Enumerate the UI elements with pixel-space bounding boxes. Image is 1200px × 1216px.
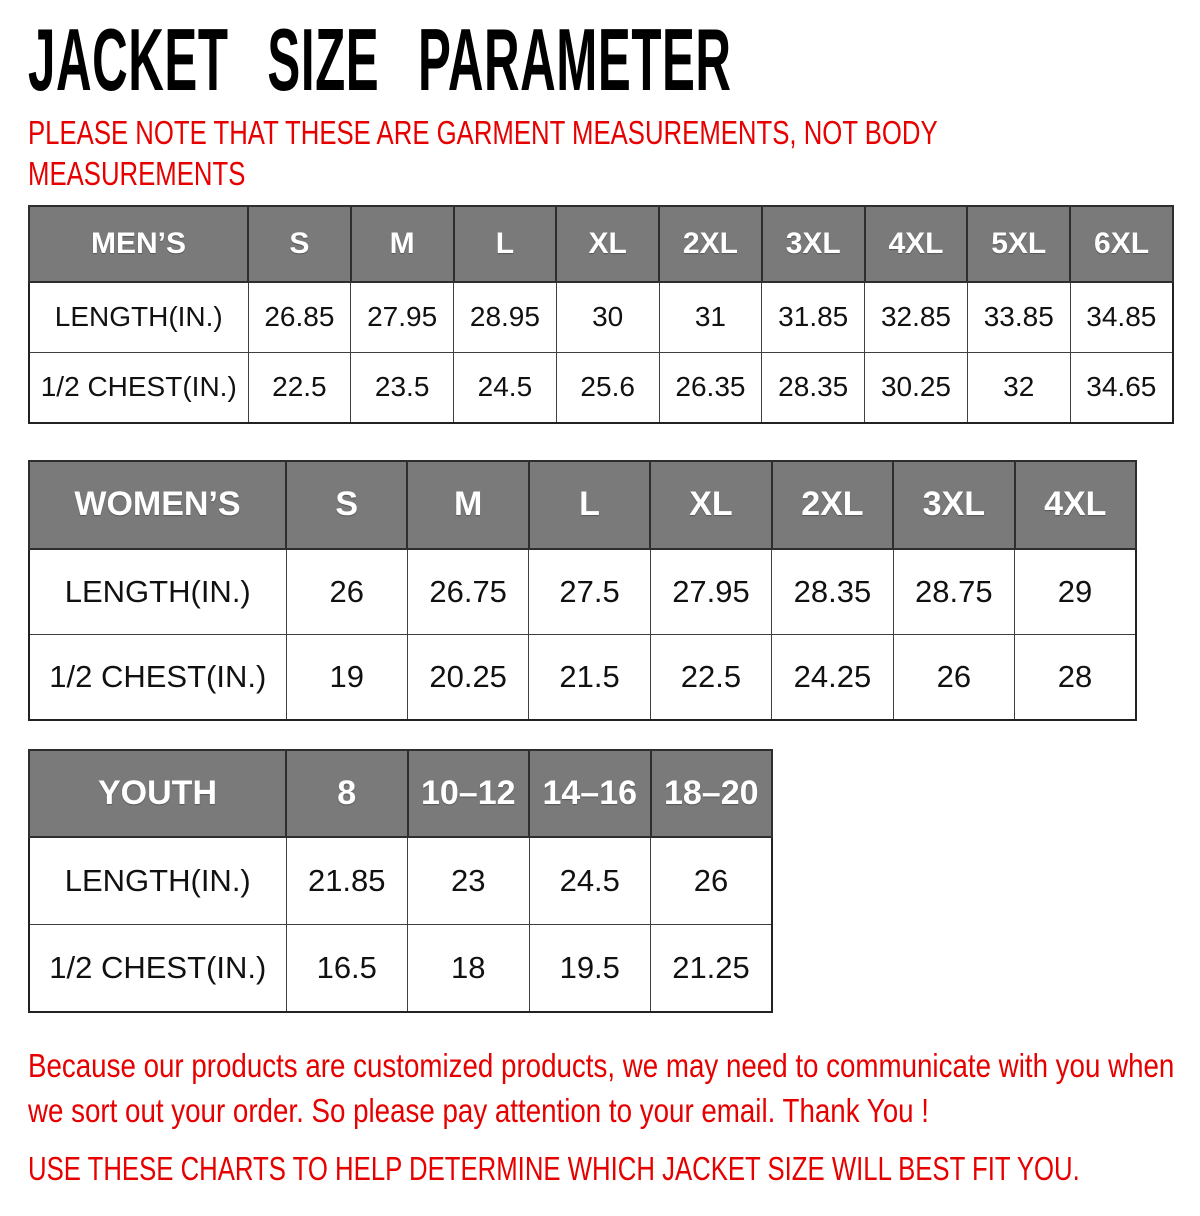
size-header-cell: 10–12	[408, 750, 530, 837]
value-cell: 25.6	[556, 352, 659, 423]
table-row	[29, 282, 1173, 353]
value-cell: 23.5	[351, 352, 454, 423]
value-cell: 29	[1015, 549, 1136, 635]
value-cell: 21.5	[529, 634, 650, 720]
value-cell: 34.85	[1070, 282, 1173, 353]
customization-notice: Because our products are customized products, we may need to communicate with you when we sort out your order. So please pay attention to your email. Thank You !	[28, 1046, 1175, 1130]
value-cell: 26	[286, 549, 407, 635]
size-header-cell: M	[351, 206, 454, 282]
row-label-cell: LENGTH(IN.)	[29, 282, 248, 353]
value-cell: 26.75	[407, 549, 528, 635]
value-cell: 19.5	[529, 924, 651, 1012]
page-title: JACKET SIZE PARAMETER	[28, 10, 732, 109]
value-cell: 26	[893, 634, 1014, 720]
size-chart-page	[0, 10, 1200, 1188]
value-cell: 24.5	[454, 352, 557, 423]
table-row	[29, 352, 1173, 423]
table-row	[29, 924, 772, 1012]
mens-size-table	[28, 205, 1174, 424]
size-header-cell: 2XL	[772, 461, 893, 549]
value-cell: 19	[286, 634, 407, 720]
value-cell: 31	[659, 282, 762, 353]
header-row	[29, 461, 1136, 549]
size-header-cell: 18–20	[651, 750, 773, 837]
size-header-cell: 2XL	[659, 206, 762, 282]
value-cell: 26	[651, 837, 773, 925]
size-header-cell: 6XL	[1070, 206, 1173, 282]
value-cell: 22.5	[248, 352, 351, 423]
garment-measurement-note: PLEASE NOTE THAT THESE ARE GARMENT MEASUREMENTS, NOT BODY MEASUREMENTS	[28, 114, 938, 193]
value-cell: 27.95	[351, 282, 454, 353]
table-row	[29, 837, 772, 925]
row-label-cell: 1/2 CHEST(IN.)	[29, 352, 248, 423]
value-cell: 28.35	[762, 352, 865, 423]
size-header-cell: 8	[286, 750, 408, 837]
row-label-cell: 1/2 CHEST(IN.)	[29, 634, 286, 720]
youth-size-table	[28, 749, 773, 1013]
value-cell: 28.75	[893, 549, 1014, 635]
size-header-cell: XL	[650, 461, 771, 549]
table-title-cell: WOMEN’S	[29, 461, 286, 549]
row-label-cell: 1/2 CHEST(IN.)	[29, 924, 286, 1012]
row-label-cell: LENGTH(IN.)	[29, 837, 286, 925]
size-header-cell: L	[454, 206, 557, 282]
value-cell: 21.25	[651, 924, 773, 1012]
table-row	[29, 549, 1136, 635]
value-cell: 20.25	[407, 634, 528, 720]
size-header-cell: S	[286, 461, 407, 549]
size-header-cell: 14–16	[529, 750, 651, 837]
value-cell: 27.5	[529, 549, 650, 635]
size-header-cell: 4XL	[865, 206, 968, 282]
value-cell: 30.25	[865, 352, 968, 423]
value-cell: 33.85	[967, 282, 1070, 353]
value-cell: 32	[967, 352, 1070, 423]
size-header-cell: 3XL	[893, 461, 1014, 549]
row-label-cell: LENGTH(IN.)	[29, 549, 286, 635]
value-cell: 16.5	[286, 924, 408, 1012]
value-cell: 34.65	[1070, 352, 1173, 423]
table-row	[29, 634, 1136, 720]
size-header-cell: L	[529, 461, 650, 549]
size-header-cell: S	[248, 206, 351, 282]
value-cell: 24.5	[529, 837, 651, 925]
size-header-cell: 3XL	[762, 206, 865, 282]
value-cell: 21.85	[286, 837, 408, 925]
size-header-cell: M	[407, 461, 528, 549]
value-cell: 23	[408, 837, 530, 925]
size-header-cell: XL	[556, 206, 659, 282]
value-cell: 28.95	[454, 282, 557, 353]
header-row	[29, 206, 1173, 282]
value-cell: 30	[556, 282, 659, 353]
value-cell: 32.85	[865, 282, 968, 353]
womens-size-table	[28, 460, 1137, 721]
size-header-cell: 5XL	[967, 206, 1070, 282]
value-cell: 24.25	[772, 634, 893, 720]
table-title-cell: YOUTH	[29, 750, 286, 837]
chart-usage-instruction: USE THESE CHARTS TO HELP DETERMINE WHICH JACKET SIZE WILL BEST FIT YOU.	[28, 1149, 1080, 1187]
value-cell: 26.85	[248, 282, 351, 353]
value-cell: 27.95	[650, 549, 771, 635]
value-cell: 26.35	[659, 352, 762, 423]
size-header-cell: 4XL	[1015, 461, 1136, 549]
value-cell: 22.5	[650, 634, 771, 720]
table-title-cell: MEN’S	[29, 206, 248, 282]
value-cell: 28.35	[772, 549, 893, 635]
value-cell: 18	[408, 924, 530, 1012]
value-cell: 31.85	[762, 282, 865, 353]
value-cell: 28	[1015, 634, 1136, 720]
header-row	[29, 750, 772, 837]
